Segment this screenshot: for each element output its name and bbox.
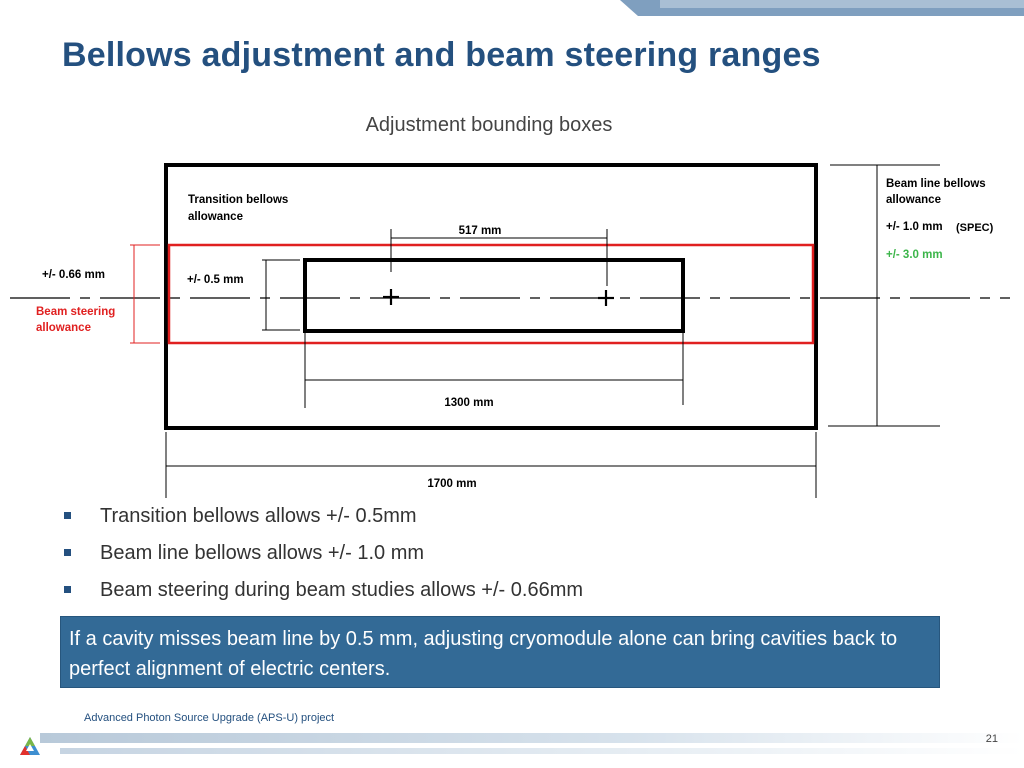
- beamline-tolerance-label: +/- 1.0 mm: [886, 221, 943, 233]
- dim-1700-label: 1700 mm: [427, 478, 477, 490]
- slide-title: Bellows adjustment and beam steering ranges: [62, 36, 821, 74]
- transition-bellows-box: [305, 260, 683, 331]
- dim-1300-label: 1300 mm: [444, 397, 494, 409]
- footer-project-label: Advanced Photon Source Upgrade (APS-U) project: [84, 712, 335, 724]
- transition-label-line2: allowance: [188, 211, 243, 223]
- callout-box: If a cavity misses beam line by 0.5 mm, adjusting cryomodule alone can bring cavities back to perfect alignment of electric centers.: [60, 616, 940, 688]
- transition-tolerance-label: +/- 0.5 mm: [187, 274, 244, 286]
- footer-decor-stripe-2: [60, 748, 1024, 754]
- steering-tolerance-label: +/- 0.66 mm: [42, 269, 105, 281]
- cavity-center-marker-right: [598, 290, 614, 306]
- steering-label-line1: Beam steering: [36, 306, 116, 318]
- bullet-text: Beam line bellows allows +/- 1.0 mm: [100, 542, 425, 564]
- spec-label: (SPEC): [956, 222, 994, 234]
- dimension-517: [391, 229, 607, 286]
- transition-label-line1: Transition bellows: [188, 194, 289, 206]
- bullet-marker: [64, 549, 71, 556]
- steering-label-line2: allowance: [36, 322, 91, 334]
- header-decor-band-light: [660, 0, 1024, 8]
- list-item: [60, 577, 583, 614]
- cavity-center-marker-left: [383, 289, 399, 305]
- bullet-list: [60, 503, 583, 614]
- bounding-box-diagram: [0, 150, 1024, 510]
- beamline-tolerance-alt-label: +/- 3.0 mm: [886, 249, 943, 261]
- footer-decor-stripe: [40, 733, 1024, 743]
- list-item: [60, 540, 583, 577]
- dimension-transition-tolerance: [262, 260, 300, 330]
- beamline-label-line2: allowance: [886, 194, 941, 206]
- dim-517-label: 517 mm: [458, 225, 502, 237]
- beamline-label-line1: Beam line bellows: [886, 178, 986, 190]
- bullet-text: Transition bellows allows +/- 0.5mm: [100, 505, 417, 527]
- bullet-marker: [64, 586, 71, 593]
- argonne-logo-icon: [18, 735, 42, 759]
- diagram-caption: Adjustment bounding boxes: [365, 114, 613, 136]
- dimension-steering-tolerance: [130, 245, 160, 343]
- list-item: [60, 503, 583, 540]
- page-number: 21: [985, 733, 998, 745]
- bullet-text: Beam steering during beam studies allows +/- 0.66mm: [100, 579, 584, 601]
- dimension-1700: [166, 432, 816, 498]
- bullet-marker: [64, 512, 71, 519]
